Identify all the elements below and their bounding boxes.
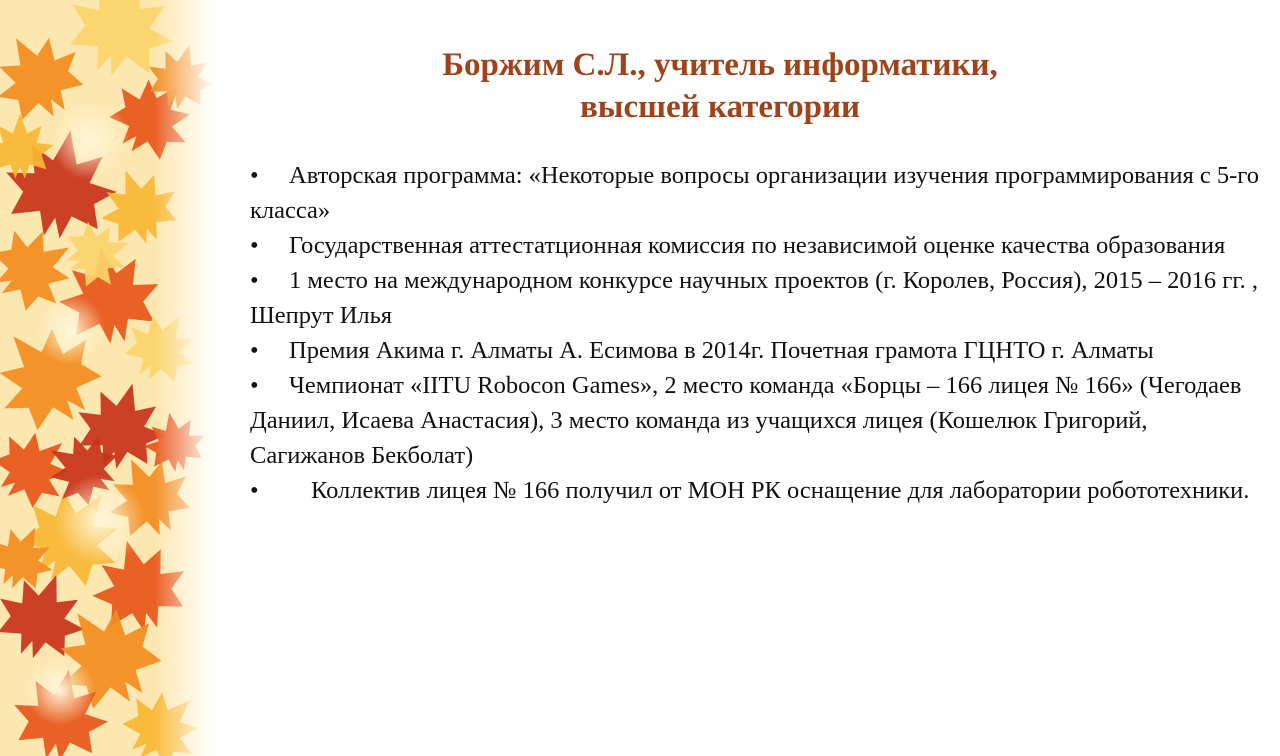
list-item	[250, 158, 1265, 228]
bullet-icon: •	[250, 162, 259, 189]
bullet-icon: •	[250, 232, 259, 259]
list-item-text: 1 место на международном конкурсе научных проектов (г. Королев, Россия), 2015 – 2016 гг. , Шепрут Илья	[250, 267, 1259, 329]
bullet-icon: •	[250, 372, 259, 399]
list-item	[250, 263, 1265, 333]
list-item-text: Коллектив лицея № 166 получил от МОН РК оснащение для лаборатории робототехники.	[311, 477, 1250, 504]
list-item-text: Премия Акима г. Алматы А. Есимова в 2014г. Почетная грамота ГЦНТО г. Алматы	[289, 337, 1154, 364]
list-item	[250, 228, 1265, 263]
list-item	[250, 333, 1265, 368]
bullet-icon: •	[250, 337, 259, 364]
maple-leaves-image	[0, 0, 215, 756]
bullet-icon: •	[250, 477, 259, 504]
title-line-1: Боржим С.Л., учитель информатики,	[442, 47, 998, 83]
list-item-text: Чемпионат «IITU Robocon Games», 2 место команда «Борцы – 166 лицея № 166» (Чегодаев Даниил, Исаева Анастасия), 3 место команда из учащихся лицея (Кошелюк Григорий, Сагижанов Бекболат)	[250, 372, 1242, 469]
autumn-leaves-decoration	[0, 0, 215, 756]
bullet-icon: •	[250, 267, 259, 294]
list-item	[250, 473, 1265, 508]
list-item	[250, 368, 1265, 473]
title-line-2: высшей категории	[579, 89, 861, 125]
list-item-text: Авторская программа: «Некоторые вопросы организации изучения программирования с 5-го класса»	[250, 162, 1259, 224]
achievements-list	[250, 158, 1265, 508]
list-item-text: Государственная аттестатционная комиссия по независимой оценке качества образования	[289, 232, 1226, 259]
slide-title	[215, 44, 1225, 128]
